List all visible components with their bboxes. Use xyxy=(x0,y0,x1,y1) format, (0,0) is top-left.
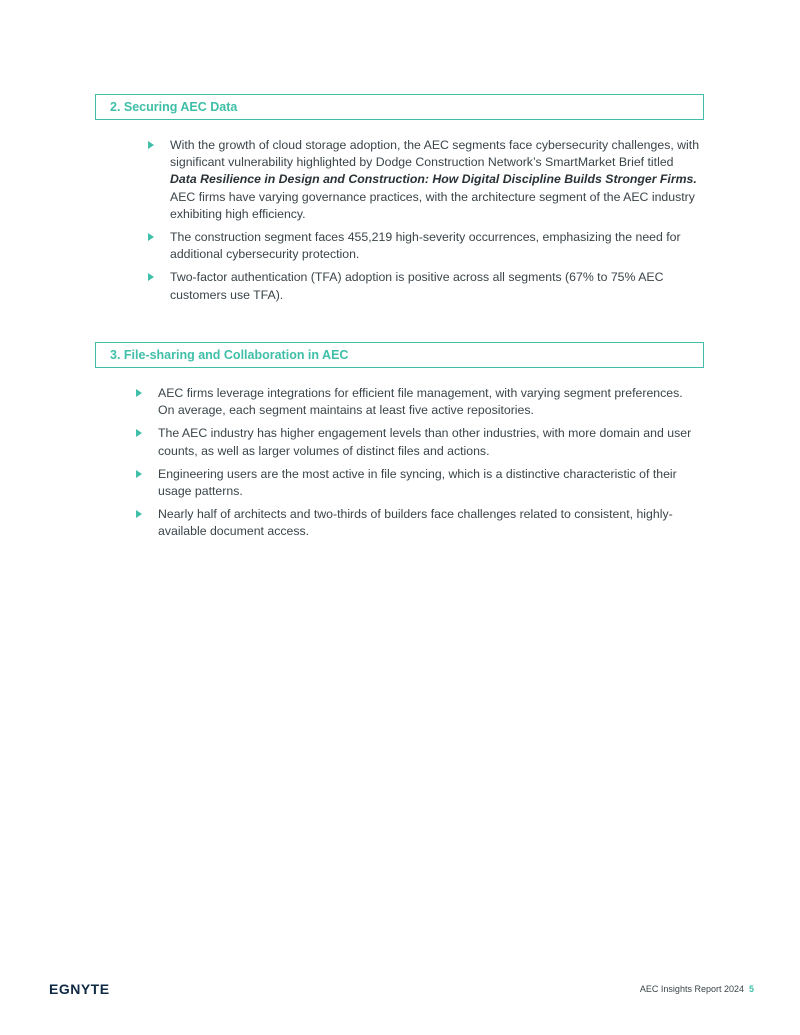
triangle-bullet-icon xyxy=(148,233,154,241)
bullet-text: With the growth of cloud storage adoption, the AEC segments face cybersecurity challenges, with significant vulnerability highlighted by Dodge Construction Network’s SmartMarket Brief titled xyxy=(170,138,700,170)
bullet-text: Engineering users are the most active in file syncing, which is a distinctive characteristic of their usage patterns. xyxy=(158,466,677,499)
bullet-text: The construction segment faces 455,219 high-severity occurrences, emphasizing the need for additional cybersecurity protection. xyxy=(170,230,681,262)
page-footer xyxy=(640,984,754,994)
report-name: AEC Insights Report 2024 xyxy=(639,984,744,994)
bullet-text: AEC firms leverage integrations for efficient file management, with varying segment preferences. On average, each segment maintains at least five active repositories. xyxy=(158,386,683,418)
triangle-bullet-icon xyxy=(136,470,142,478)
section-title: 2. Securing AEC Data xyxy=(110,100,238,114)
list-item xyxy=(148,229,713,263)
list-item xyxy=(136,425,701,459)
list-item xyxy=(136,506,701,540)
list-item xyxy=(136,385,701,419)
bullet-list-file-sharing xyxy=(136,385,701,547)
list-item xyxy=(136,466,701,500)
report-title-emphasis: Data Resilience in Design and Construction: How Digital Discipline Builds Stronger Firms. xyxy=(170,172,697,187)
logo-text: EGNYTE xyxy=(49,981,110,997)
bullet-text: The AEC industry has higher engagement levels than other industries, with more domain and user counts, as well as larger volumes of distinct files and actions. xyxy=(158,426,692,458)
bullet-text: Nearly half of architects and two-thirds of builders face challenges related to consistent, highly-available document access. xyxy=(158,507,673,539)
triangle-bullet-icon xyxy=(136,389,142,397)
triangle-bullet-icon xyxy=(136,510,142,518)
list-item xyxy=(148,269,713,303)
triangle-bullet-icon xyxy=(136,429,142,437)
section-header-securing-aec-data xyxy=(95,94,704,120)
triangle-bullet-icon xyxy=(148,141,154,149)
section-title: 3. File-sharing and Collaboration in AEC xyxy=(110,348,349,362)
list-item xyxy=(148,137,713,223)
bullet-list-securing xyxy=(148,137,713,310)
bullet-text: Two-factor authentication (TFA) adoption is positive across all segments (67% to 75% AEC customers use TFA). xyxy=(170,270,664,302)
triangle-bullet-icon xyxy=(148,273,154,281)
page-number: 5 xyxy=(748,984,754,994)
bullet-text: AEC firms have varying governance practices, with the architecture segment of the AEC industry exhibiting high efficiency. xyxy=(170,189,695,221)
section-header-file-sharing xyxy=(95,342,704,368)
egnyte-logo xyxy=(49,981,110,997)
